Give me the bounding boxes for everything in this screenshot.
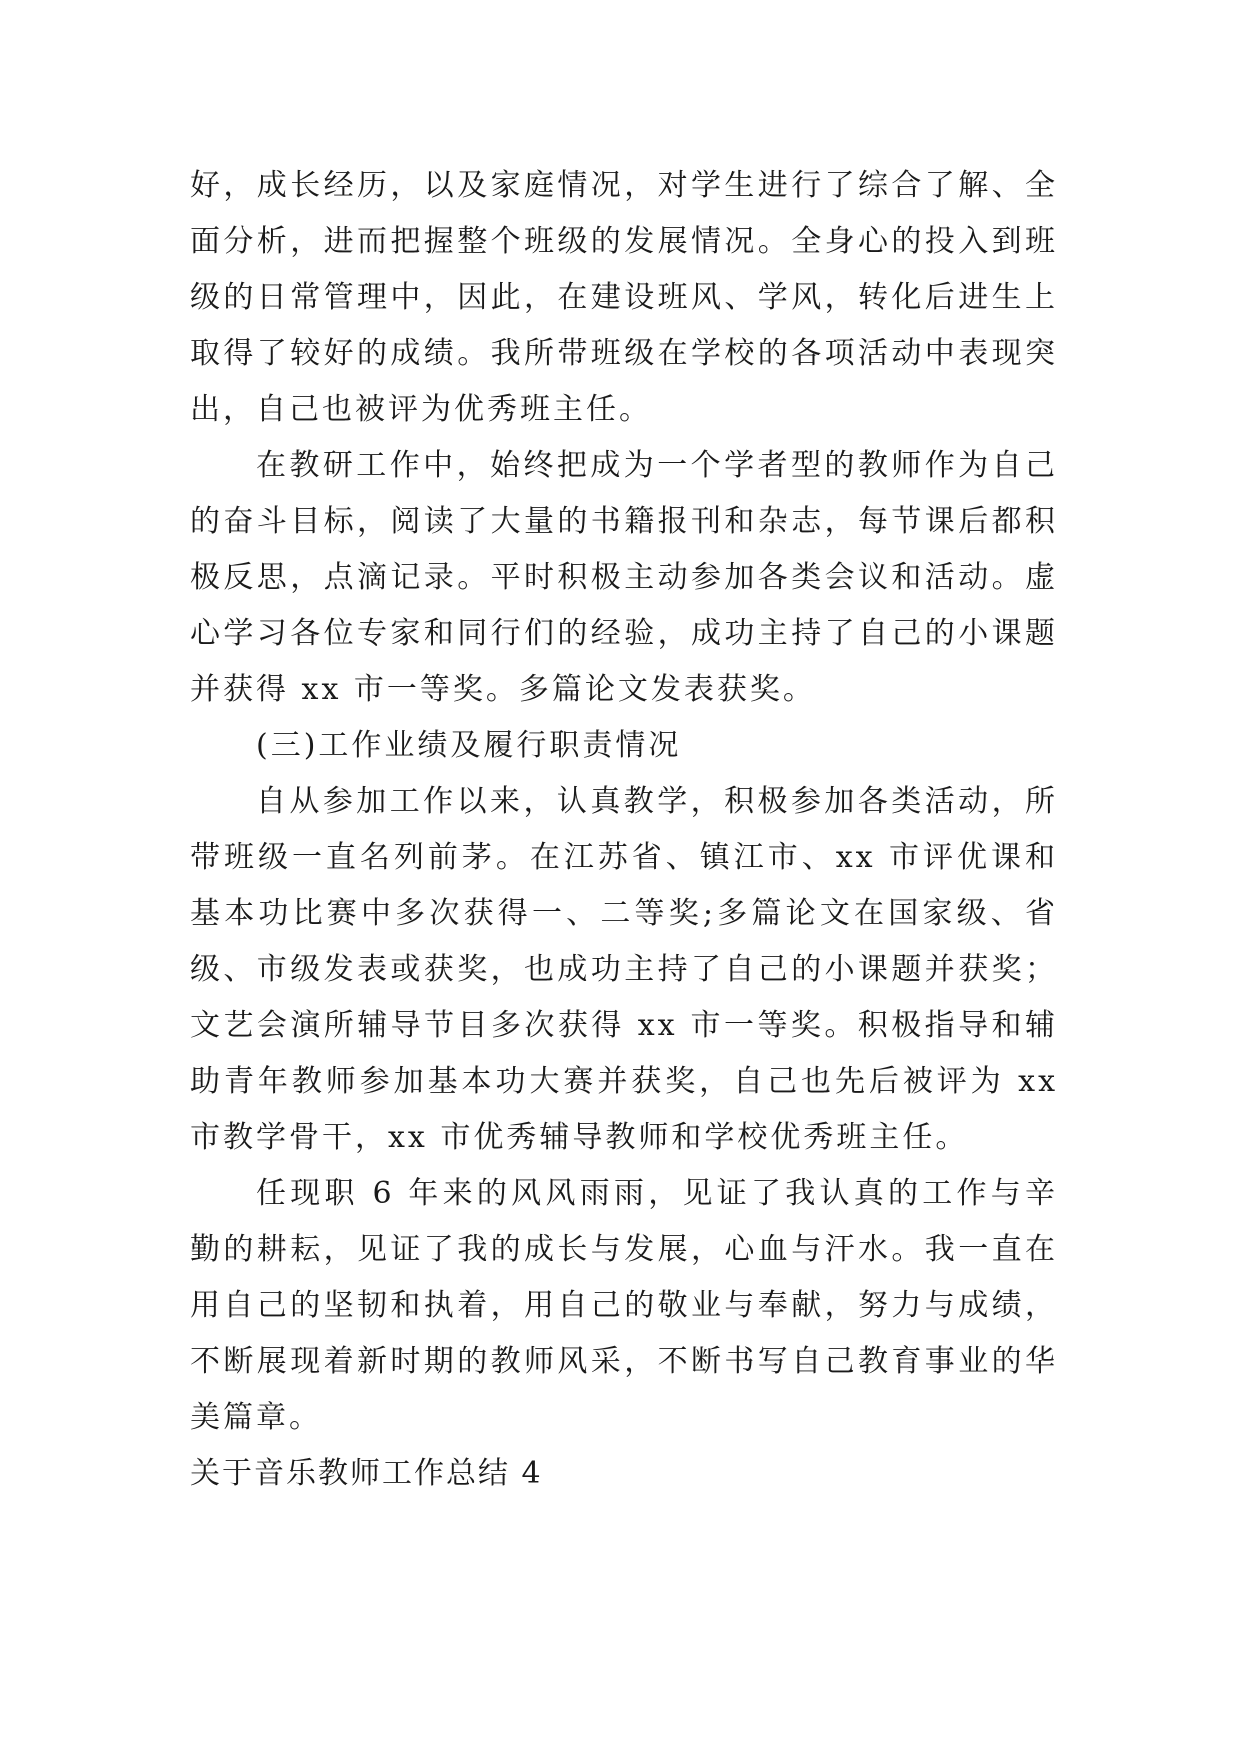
document-body bbox=[190, 158, 1058, 1502]
section-heading-achievements: (三)工作业绩及履行职责情况 bbox=[256, 728, 682, 763]
paragraph-teaching-research: 在教研工作中，始终把成为一个学者型的教师作为自己的奋斗目标，阅读了大量的书籍报刊和杂志，每节课后都积极反思，点滴记录。平时积极主动参加各类会议和活动。虚心学习各位专家和同行们的经验，成功主持了自己的小课题并获得 xx 市一等奖。多篇论文发表获奖。 bbox=[190, 448, 1058, 707]
paragraph-reflection: 任现职 6 年来的风风雨雨，见证了我认真的工作与辛勤的耕耘，见证了我的成长与发展，心血与汗水。我一直在用自己的坚韧和执着，用自己的敬业与奉献，努力与成绩，不断展现着新时期的教师风采，不断书写自己教育事业的华美篇章。 bbox=[190, 1176, 1058, 1435]
paragraph-class-management: 好，成长经历，以及家庭情况，对学生进行了综合了解、全面分析，进而把握整个班级的发展情况。全身心的投入到班级的日常管理中，因此，在建设班风、学风，转化后进生上取得了较好的成绩。我所带班级在学校的各项活动中表现突出，自己也被评为优秀班主任。 bbox=[190, 168, 1058, 427]
paragraph-achievements: 自从参加工作以来，认真教学，积极参加各类活动，所带班级一直名列前茅。在江苏省、镇江市、xx 市评优课和基本功比赛中多次获得一、二等奖;多篇论文在国家级、省级、市级发表或获奖，也成功主持了自己的小课题并获奖；文艺会演所辅导节目多次获得 xx 市一等奖。积极指导和辅助青年教师参加基本功大赛并获奖，自己也先后被评为 xx 市教学骨干，xx 市优秀辅导教师和学校优秀班主任。 bbox=[190, 784, 1058, 1155]
next-article-heading: 关于音乐教师工作总结 4 bbox=[190, 1456, 543, 1491]
